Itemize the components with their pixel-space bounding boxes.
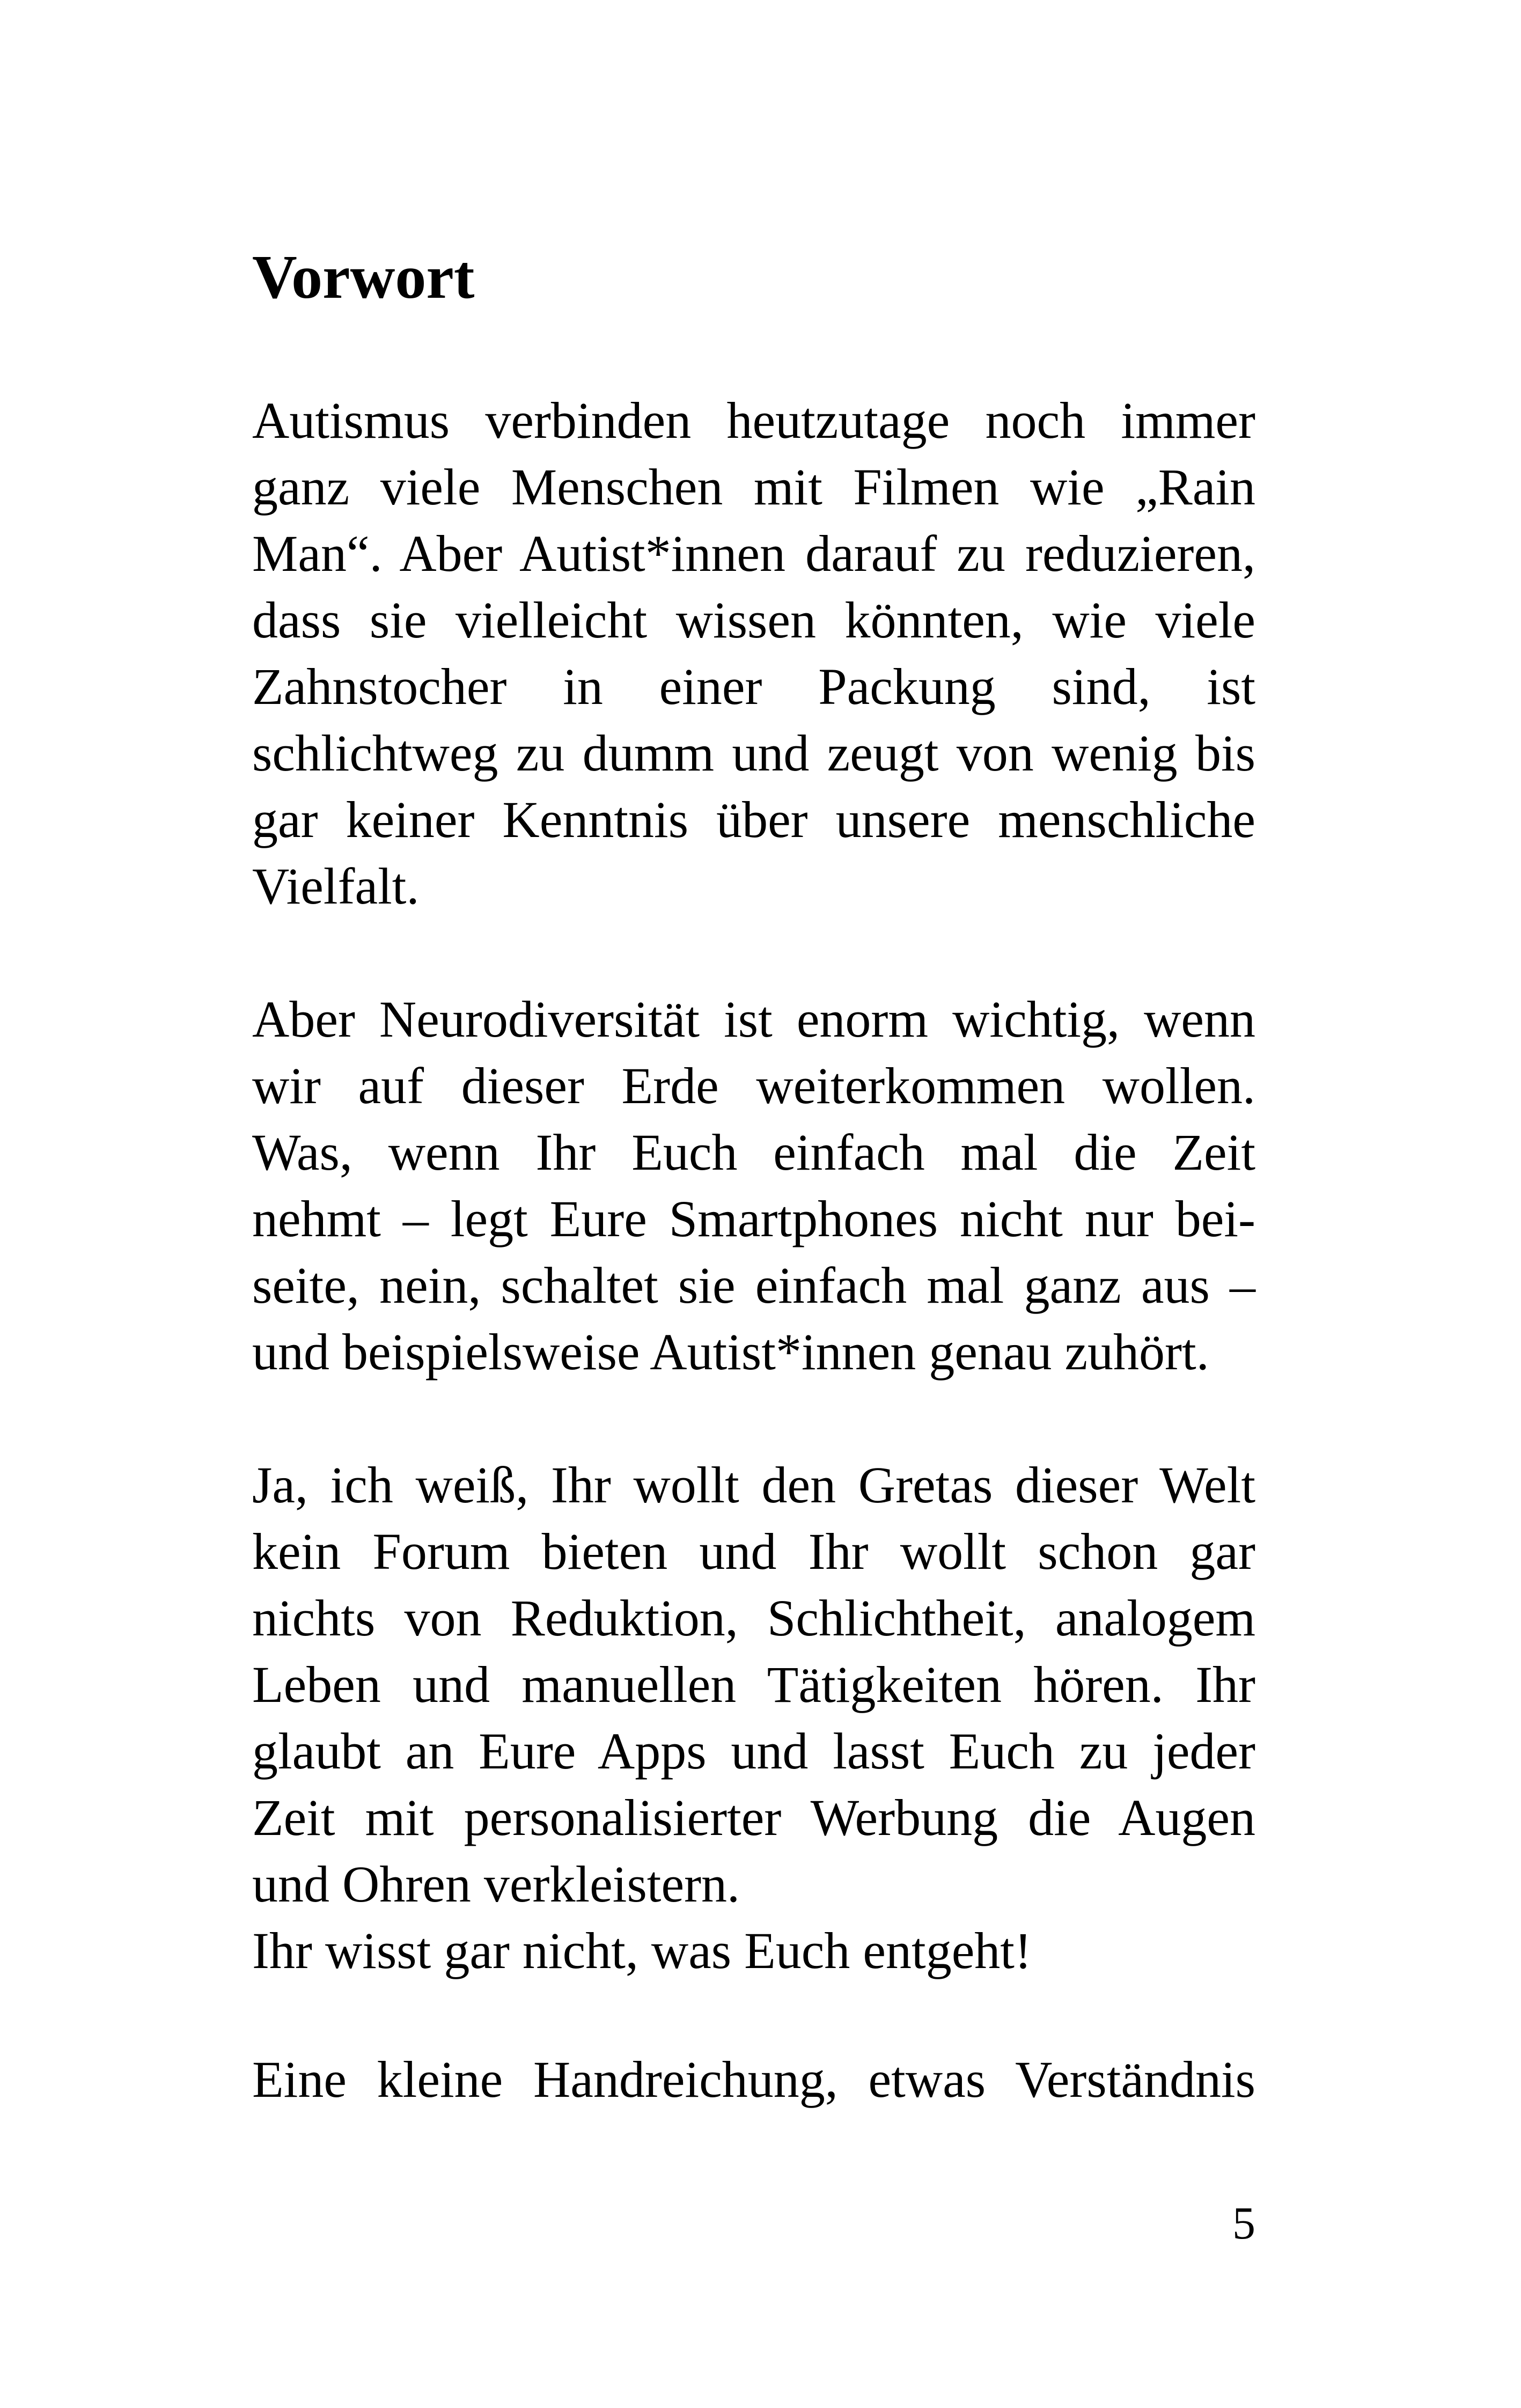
text-line: gar keiner Kenntnis über unsere menschliche <box>252 791 1255 848</box>
text-line: Autismus verbinden heutzutage noch immer <box>252 392 1255 449</box>
text-line: kein Forum bieten und Ihr wollt schon gar <box>252 1523 1255 1580</box>
text-line: Ihr wisst gar nicht, was Euch entgeht! <box>252 1922 1032 1979</box>
text-line: Eine kleine Handreichung, etwas Verständnis <box>252 2051 1255 2108</box>
text-line: Aber Neurodiversität ist enorm wichtig, wenn <box>252 990 1255 1048</box>
paragraph-2 <box>252 986 1255 1385</box>
page-number: 5 <box>1232 2197 1255 2249</box>
text-line: Zahnstocher in einer Packung sind, ist <box>252 658 1255 715</box>
text-line: Man“. Aber Autist*innen darauf zu reduzieren, <box>252 525 1255 582</box>
text-line: Was, wenn Ihr Euch einfach mal die Zeit <box>252 1124 1255 1181</box>
text-line: und beispielsweise Autist*innen genau zuhört. <box>252 1323 1209 1381</box>
text-line: Leben und manuellen Tätigkeiten hören. Ihr <box>252 1656 1255 1713</box>
text-line: glaubt an Eure Apps und lasst Euch zu jeder <box>252 1722 1255 1780</box>
text-line: seite, nein, schaltet sie einfach mal ganz aus – <box>252 1257 1255 1314</box>
chapter-heading: Vorwort <box>252 243 475 312</box>
text-line: Vielfalt. <box>252 857 420 915</box>
text-line: nichts von Reduktion, Schlichtheit, analogem <box>252 1589 1255 1647</box>
text-line: Ja, ich weiß, Ihr wollt den Gretas dieser Welt <box>252 1456 1255 1514</box>
text-line: schlichtweg zu dumm und zeugt von wenig bis <box>252 724 1255 782</box>
paragraph-3 <box>252 1452 1255 1984</box>
paragraph-1 <box>252 387 1255 920</box>
text-line: wir auf dieser Erde weiterkommen wollen. <box>252 1057 1255 1114</box>
text-line: ganz viele Menschen mit Filmen wie „Rain <box>252 458 1255 516</box>
text-line: nehmt – legt Eure Smartphones nicht nur bei- <box>252 1190 1255 1247</box>
text-line: und Ohren verkleistern. <box>252 1855 740 1913</box>
text-line: Zeit mit personalisierter Werbung die Augen <box>252 1789 1255 1846</box>
paragraph-4 <box>252 2046 1255 2113</box>
text-line: dass sie vielleicht wissen könnten, wie viele <box>252 591 1255 649</box>
